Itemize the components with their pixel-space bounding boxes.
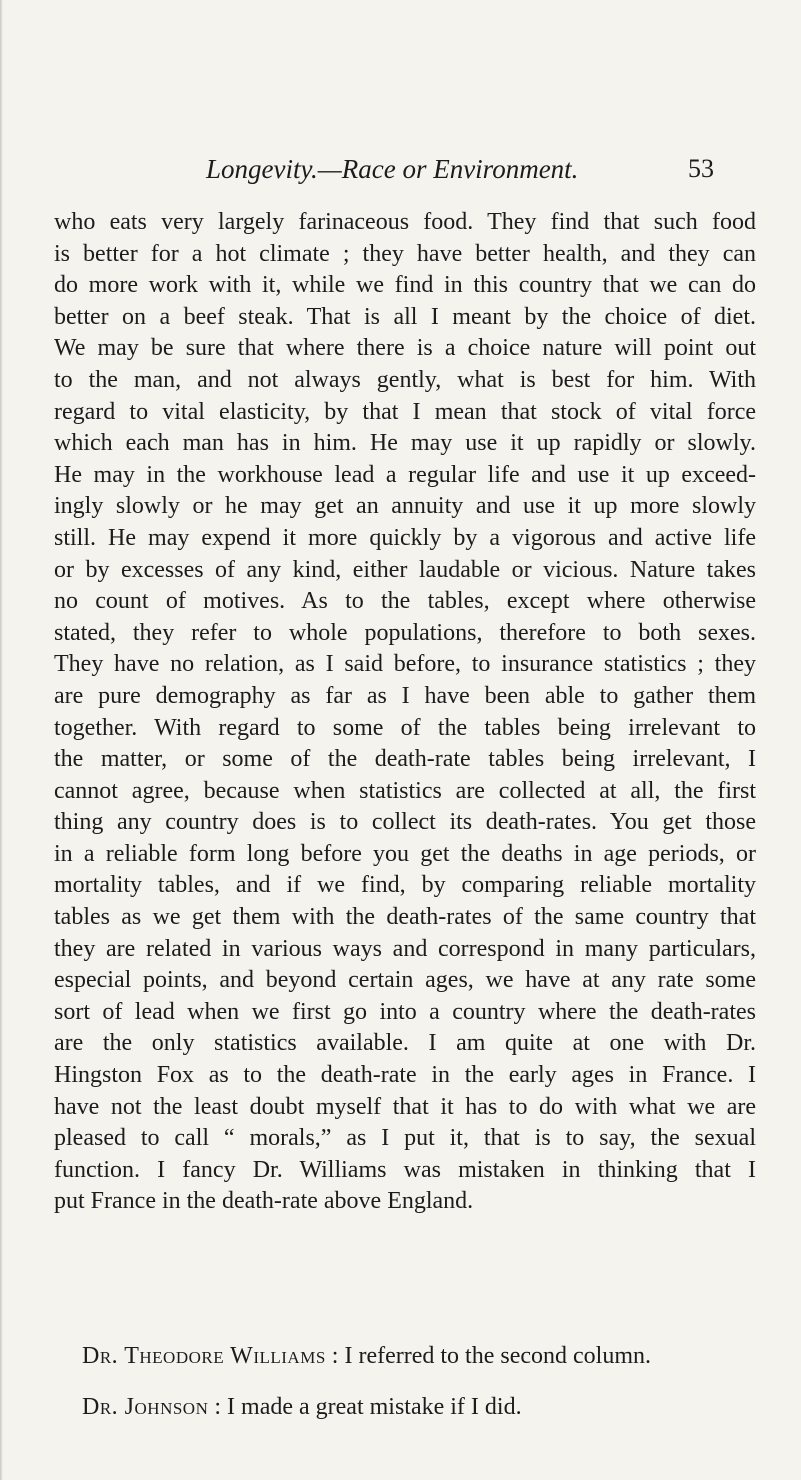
text-line: especial points, and beyond certain ages, we have at any rate some xyxy=(54,967,756,994)
text-line: They have no relation, as I said before, to insurance statistics ; they xyxy=(54,651,756,678)
text-line: are pure demography as far as I have been able to gather them xyxy=(54,682,756,709)
speaker-name: Dr. Theodore Williams xyxy=(82,1343,326,1369)
text-line: still. He may expend it more quickly by a vigorous and active life xyxy=(54,524,756,551)
text-line: function. I fancy Dr. Williams was mistaken in thinking that I xyxy=(54,1156,756,1183)
text-line: cannot agree, because when statistics are collected at all, the first xyxy=(54,777,756,804)
text-line: to the man, and not always gently, what is best for him. With xyxy=(54,366,756,393)
speaker-separator: : xyxy=(208,1394,228,1420)
running-title: Longevity.—Race or Environment. xyxy=(206,154,579,184)
text-line: which each man has in him. He may use it up rapidly or slowly. xyxy=(54,430,756,457)
text-line: who eats very largely farinaceous food. They find that such food xyxy=(54,209,756,235)
text-line: better on a beef steak. That is all I meant by the choice of diet. xyxy=(54,303,756,330)
text-line: put France in the death-rate above England. xyxy=(54,1188,474,1215)
text-line: pleased to call “ morals,” as I put it, that is to say, the sexual xyxy=(54,1125,756,1152)
text-line: no count of motives. As to the tables, except where otherwise xyxy=(54,588,756,615)
text-line: or by excesses of any kind, either laudable or vicious. Nature takes xyxy=(54,556,756,583)
text-line: tables as we get them with the death-rates of the same country that xyxy=(54,904,756,931)
text-line: Hingston Fox as to the death-rate in the early ages in France. I xyxy=(54,1062,756,1089)
exchange-theodore-williams xyxy=(82,1340,651,1372)
text-line: regard to vital elasticity, by that I mean that stock of vital force xyxy=(54,398,756,425)
text-line: they are related in various ways and correspond in many particulars, xyxy=(54,935,756,962)
text-line: He may in the workhouse lead a regular life and use it up exceed- xyxy=(54,461,756,488)
text-line: mortality tables, and if we find, by comparing reliable mortality xyxy=(54,872,756,899)
body-paragraph xyxy=(54,207,756,1218)
speaker-name: Dr. Johnson xyxy=(82,1394,209,1420)
speech-text: I made a great mistake if I did. xyxy=(227,1394,522,1420)
text-line: in a reliable form long before you get the deaths in age periods, or xyxy=(54,840,756,867)
exchange-johnson xyxy=(82,1391,522,1423)
text-line: sort of lead when we first go into a country where the death-rates xyxy=(54,998,756,1025)
text-line: is better for a hot climate ; they have better health, and they can xyxy=(54,240,756,267)
text-line: are the only statistics available. I am quite at one with Dr. xyxy=(54,1030,756,1057)
page-number: 53 xyxy=(688,154,714,183)
text-line: have not the least doubt myself that it has to do with what we are xyxy=(54,1093,756,1120)
text-line: stated, they refer to whole populations, therefore to both sexes. xyxy=(54,619,756,646)
text-line: thing any country does is to collect its death-rates. You get those xyxy=(54,809,756,836)
text-line: together. With regard to some of the tables being irrelevant to xyxy=(54,714,756,741)
text-line: do more work with it, while we find in this country that we can do xyxy=(54,272,756,299)
text-line: ingly slowly or he may get an annuity and use it up more slowly xyxy=(54,493,756,520)
text-line: We may be sure that where there is a choice nature will point out xyxy=(54,335,756,362)
speech-text: I referred to the second column. xyxy=(344,1343,651,1369)
page-gutter-shadow xyxy=(0,0,3,1480)
text-line: the matter, or some of the death-rate tables being irrelevant, I xyxy=(54,746,756,773)
speaker-separator: : xyxy=(325,1343,345,1369)
